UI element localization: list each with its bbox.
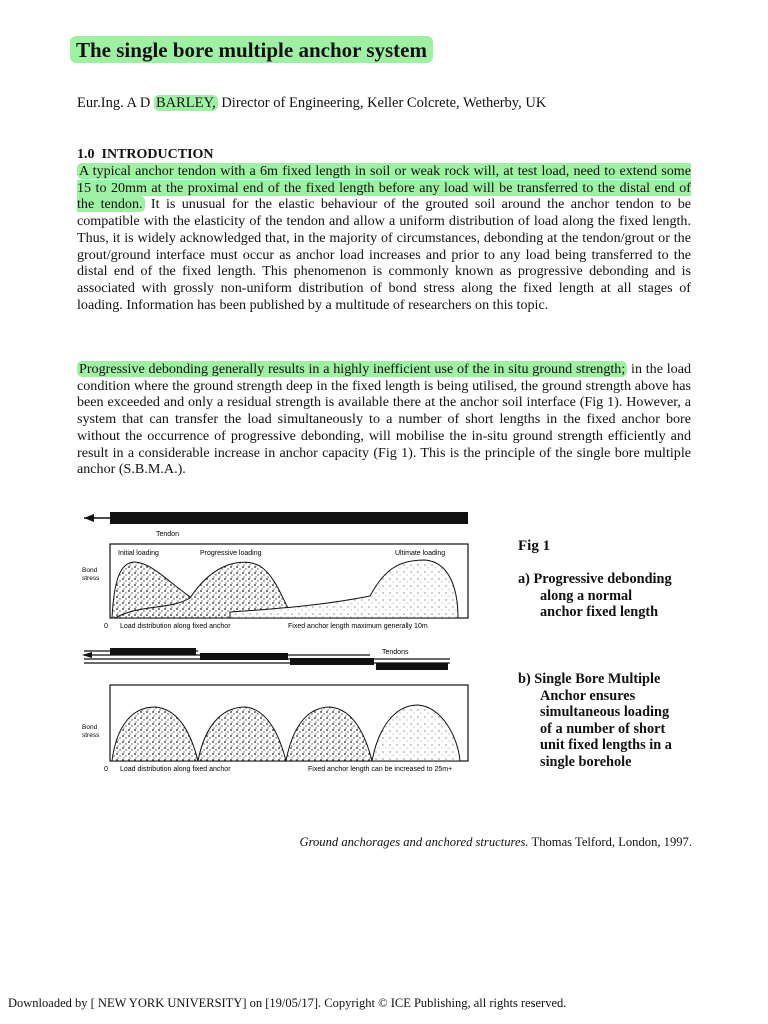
author-prefix: Eur.Ing. A D [77,95,154,111]
caption-line: Progressive debonding [533,571,672,587]
page-title: The single bore multiple anchor system [70,36,433,63]
section-number: 1.0 [77,147,95,162]
y-axis-label-stress: stress [82,732,100,739]
source-title: Ground anchorages and anchored structures. [299,835,529,849]
caption-line: single borehole [540,753,632,770]
author-surname: BARLEY, [155,95,216,111]
highlighted-text: Progressive debonding generally results in a highly inefficient use of the in situ ground strength; [79,361,626,377]
unit-anchor-1 [110,648,196,655]
paragraph-text: It is unusual for the elastic behaviour of the grouted soil around the anchor tendon to be compatible with the elasticity of the tendon and allow a uniform distribution of load along the fixed length. Thus, it is widely acknowledged that, in the majority of circumstances, debonding at the tendon/grout or the grout/ground interface must occur as anchor load increases and prior to any load being transferred to the distal end of the fixed length. This phenomenon is commonly known as progressive debonding and is associated with grossly non-uniform distribution of bond stress along the fixed length at all stages of loading. Information has been published by a multitude of researchers on this topic. [77,196,692,313]
y-axis-label-stress: stress [82,575,100,582]
caption-line: unit fixed lengths in a [540,737,672,753]
figure-caption-b [518,671,708,770]
y-axis-label-bond: Bond [82,567,98,574]
y-axis-label-bond: Bond [82,724,98,731]
figure-1a [80,500,480,645]
unit-anchor-2 [200,653,288,660]
arrow-head-icon [82,652,92,658]
figure-caption-a [518,571,708,621]
stage-label-ultimate: Ultimate loading [395,550,446,557]
source-publisher: Thomas Telford, London, 1997. [528,835,692,849]
source-citation [0,835,692,850]
paragraph-text: in the load condition where the ground strength deep in the fixed length is being utilised, the ground strength above has been exceeded and only a residual strength is available there at the anchor soil interface (Fig 1). However, a system that can transfer the load simultaneously to a number of short lengths in the fixed anchor bore without the occurrence of progressive debonding, will mobilise the in-situ ground strength efficiently and result in a considerable increase in anchor capacity (Fig 1). This is the principle of the single bore multiple anchor (S.B.M.A.). [77,361,691,478]
stage-label-progressive: Progressive loading [200,550,262,557]
unit-anchor-3 [290,658,374,665]
caption-line: of a number of short [540,720,666,737]
tendon-label: Tendon [156,531,179,538]
section-heading [77,146,214,164]
stage-label-initial: Initial loading [118,550,159,557]
author-role: Director of Engineering, Keller Colcrete, Wetherby, UK [217,95,547,111]
caption-marker: a) [518,571,530,587]
axis-origin: 0 [104,623,108,630]
caption-line: anchor fixed length [540,604,659,620]
highlighted-text: A typical anchor tendon with a 6m fixed length in soil or weak rock will, at test load, need to extend some 15 to 20mm at the proximal end of the fixed length before any load will be transferred to the distal end of the tendon. [77,163,691,213]
figure-label: Fig 1 [518,538,551,554]
axis-caption-load-distribution: Load distribution along fixed anchor [120,623,231,630]
tendon-bar [110,512,468,524]
caption-marker: b) [518,671,531,687]
figure-1b [80,645,480,780]
unit-bond-curve-4 [372,705,460,761]
axis-origin: 0 [104,766,108,773]
caption-line: simultaneous loading [540,704,670,720]
unit-bond-curve-3 [286,707,372,761]
figure-1a-diagram [80,500,480,640]
figure-1b-diagram [80,645,480,775]
unit-bond-curve-2 [198,707,286,761]
caption-line: along a normal [540,587,633,604]
axis-caption-fixed-length: Fixed anchor length can be increased to 25m+ [308,766,453,773]
arrow-head-icon [84,514,94,522]
unit-bond-curve-1 [112,707,198,761]
author-line [77,94,717,112]
download-footer: Downloaded by [ NEW YORK UNIVERSITY] on [19/05/17]. Copyright © ICE Publishing, all rights reserved. [8,996,567,1010]
intro-paragraph-1 [77,163,691,313]
axis-caption-fixed-length: Fixed anchor length maximum generally 10m [288,623,428,630]
axis-caption-load-distribution: Load distribution along fixed anchor [120,766,231,773]
section-title: INTRODUCTION [101,147,214,162]
unit-anchor-4 [376,663,448,670]
caption-line: Single Bore Multiple [534,671,661,687]
caption-line: Anchor ensures [540,687,636,704]
tendons-label: Tendons [382,649,409,656]
intro-paragraph-2 [77,361,691,478]
